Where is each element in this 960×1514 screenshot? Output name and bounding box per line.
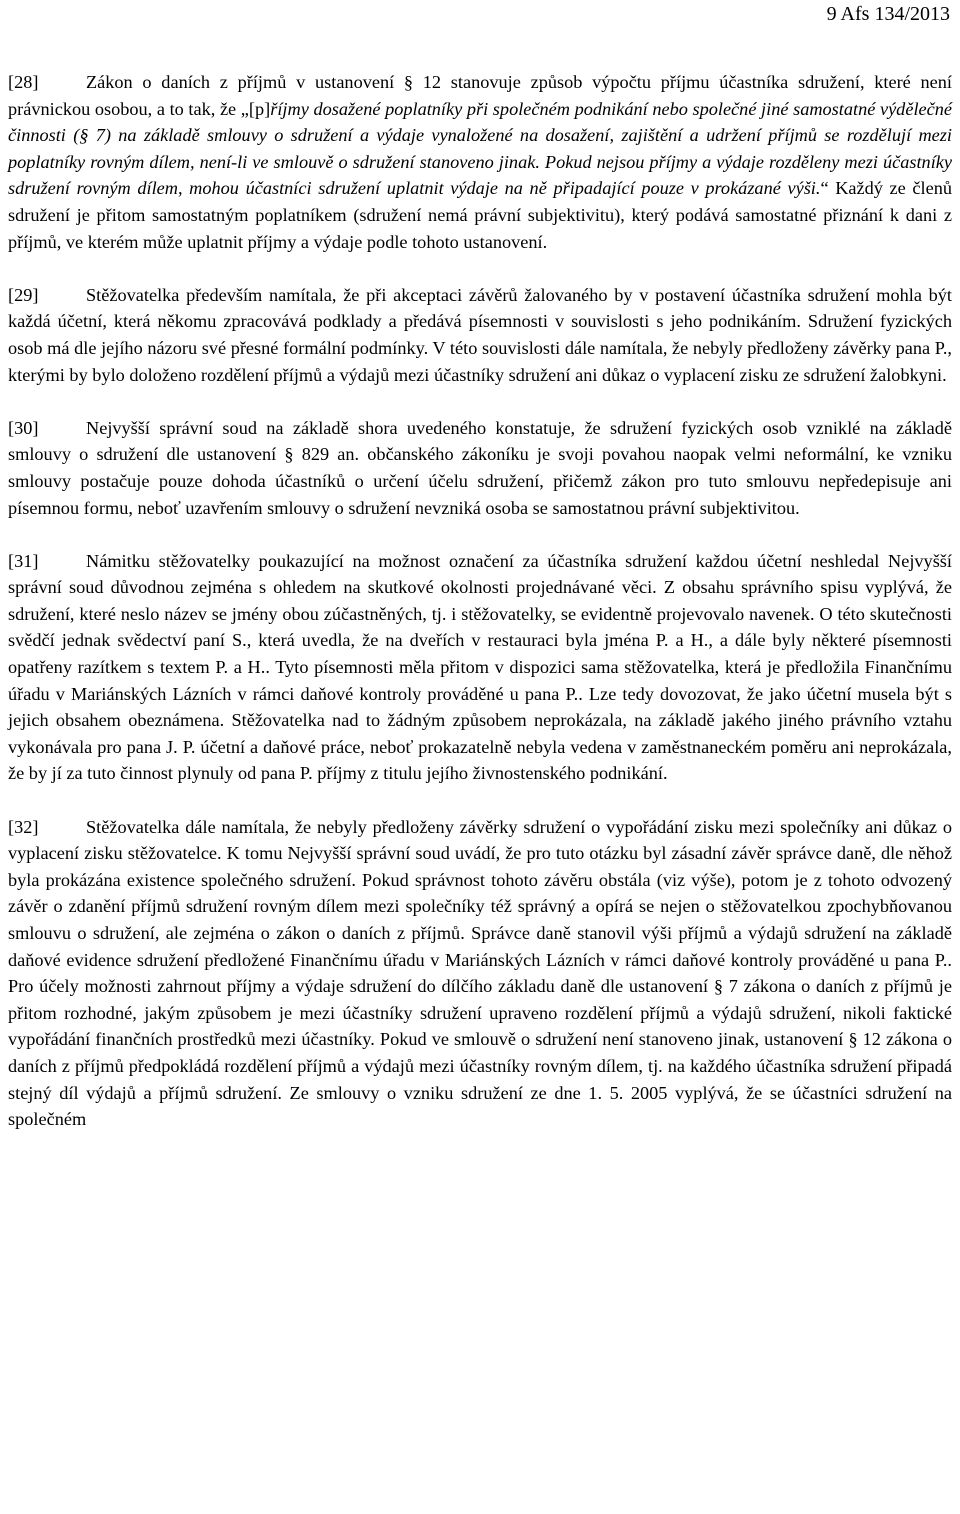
paragraph-text: Námitku stěžovatelky poukazující na možnost označení za účastníka sdružení každou účetní neshledal Nejvyšší správní soud důvodnou zejména s ohledem na skutkové okolnosti projednávané věci. Z obsahu správního spisu vyplývá, že sdružení, které neslo název se jmény obou zúčastněných, tj. i stěžovatelky, se evidentně projevovalo navenek. O této skutečnosti svědčí jednak svědectví paní S., která uvedla, že na dveřích v restauraci byla jména P. a H., a dále byly některé písemnosti opatřeny razítkem s textem P. a H.. Tyto písemnosti měla přitom v dispozici sama stěžovatelka, která je předložila Finančnímu úřadu v Mariánských Lázních v rámci daňové kontroly prováděné u pana P.. Lze tedy dovozovat, že jako účetní musela být s jejich obsahem obeznámena. Stěžovatelka nad to žádným způsobem neprokázala, na základě jakého jiného právního vztahu vykonávala pro pana J. P. účetní a daňové práce, neboť prokazatelně nebyla vedena v zaměstnaneckém poměru ani neprokázala, že by jí za tuto činnost plynuly od pana P. příjmy z titulu jejího živnostenského podnikání.	[8, 550, 952, 784]
paragraph-number: [30]	[8, 417, 39, 438]
paragraph-31	[8, 548, 952, 787]
paragraph-number: [32]	[8, 816, 39, 837]
paragraph-number: [28]	[8, 72, 39, 92]
paragraph-28	[8, 69, 952, 255]
paragraph-text: Stěžovatelka především namítala, že při akceptaci závěrů žalovaného by v postavení účastníka sdružení mohla být každá účetní, která někomu zpracovává podklady a předává písemnosti v souvislosti s jeho podnikáním. Sdružení fyzických osob má dle jejího názoru své přesné formální podmínky. V této souvislosti dále namítala, že nebyly předloženy závěrky pana P., kterými by bylo doloženo rozdělení příjmů a výdajů mezi účastníky sdružení ani důkaz o vyplacení zisku ze sdružení žalobkyni.	[8, 284, 952, 385]
paragraph-text: Zákon o daních z příjmů v ustanovení § 12 stanovuje způsob výpočtu příjmu účastníka sdružení, které není právnickou osobou, a to tak, že „[p]	[8, 72, 952, 119]
paragraph-29	[8, 282, 952, 388]
paragraph-text: Nejvyšší správní soud na základě shora uvedeného konstatuje, že sdružení fyzických osob vzniklé na základě smlouvy o sdružení dle ustanovení § 829 an. občanského zákoníku je svoji povahou naopak velmi neformální, ke vzniku smlouvy postačuje pouze dohoda účastníků o určení účelu sdružení, přičemž zákon pro tuto smlouvu nepředepisuje ani písemnou formu, neboť uzavřením smlouvy o sdružení nevzniká osoba se samostatnou právní subjektivitou.	[8, 417, 952, 518]
case-number-header: 9 Afs 134/2013	[826, 3, 950, 25]
document-body	[8, 69, 952, 1159]
quoted-statute-text: říjmy dosažené poplatníky při společném podnikání nebo společné jiné samostatné výdělečné činnosti (§ 7) na základě smlouvy o sdružení a výdaje vynaložené na dosažení, zajištění a udržení příjmů se rozdělují mezi poplatníky rovným dílem, není-li ve smlouvě o sdružení stanoveno jinak. Pokud nejsou příjmy a výdaje rozděleny mezi účastníky sdružení rovným dílem, mohou účastníci sdružení uplatnit výdaje na ně připadající pouze v prokázané výši.	[8, 98, 953, 199]
paragraph-32	[8, 814, 952, 1133]
paragraph-text: Stěžovatelka dále namítala, že nebyly předloženy závěrky sdružení o vypořádání zisku mezi společníky ani důkaz o vyplacení zisku stěžovatelce. K tomu Nejvyšší správní soud uvádí, že pro tuto otázku byl zásadní závěr správce daně, dle něhož byla prokázána existence společného sdružení. Pokud správnost tohoto závěru obstála (viz výše), potom je z tohoto odvozený závěr o zdanění příjmů sdružení rovným dílem mezi společníky též správný a opírá se nejen o stěžovatelkou zpochybňovanou smlouvu o sdružení, ale zejména o zákon o daních z příjmů. Správce daně stanovil výši příjmů a výdajů sdružení na základě daňové evidence sdružení předložené Finančnímu úřadu v Mariánských Lázních v rámci daňové kontroly prováděné u pana P.. Pro účely možnosti zahrnout příjmy a výdaje sdružení do dílčího základu daně dle ustanovení § 7 zákona o daních z příjmů je přitom rozhodné, jakým způsobem je mezi účastníky sdružení upraveno rozdělení příjmů a výdajů sdružení, nikoli faktické vypořádání finančních prostředků mezi účastníky. Pokud ve smlouvě o sdružení není stanoveno jinak, ustanovení § 12 zákona o daních z příjmů předpokládá rozdělení příjmů a výdajů mezi účastníky rovným dílem, tj. na každého účastníka sdružení připadá stejný díl výdajů a příjmů sdružení. Ze smlouvy o vzniku sdružení ze dne 1. 5. 2005 vyplývá, že se účastníci sdružení na společném	[8, 816, 952, 1130]
paragraph-30	[8, 415, 952, 521]
paragraph-text: “ Každý ze členů sdružení je přitom samostatným poplatníkem (sdružení nemá právní subjektivitu), který podává samostatné přiznání k dani z příjmů, ve kterém může uplatnit příjmy a výdaje podle tohoto ustanovení.	[8, 178, 952, 252]
paragraph-number: [29]	[8, 284, 39, 305]
paragraph-number: [31]	[8, 550, 39, 571]
